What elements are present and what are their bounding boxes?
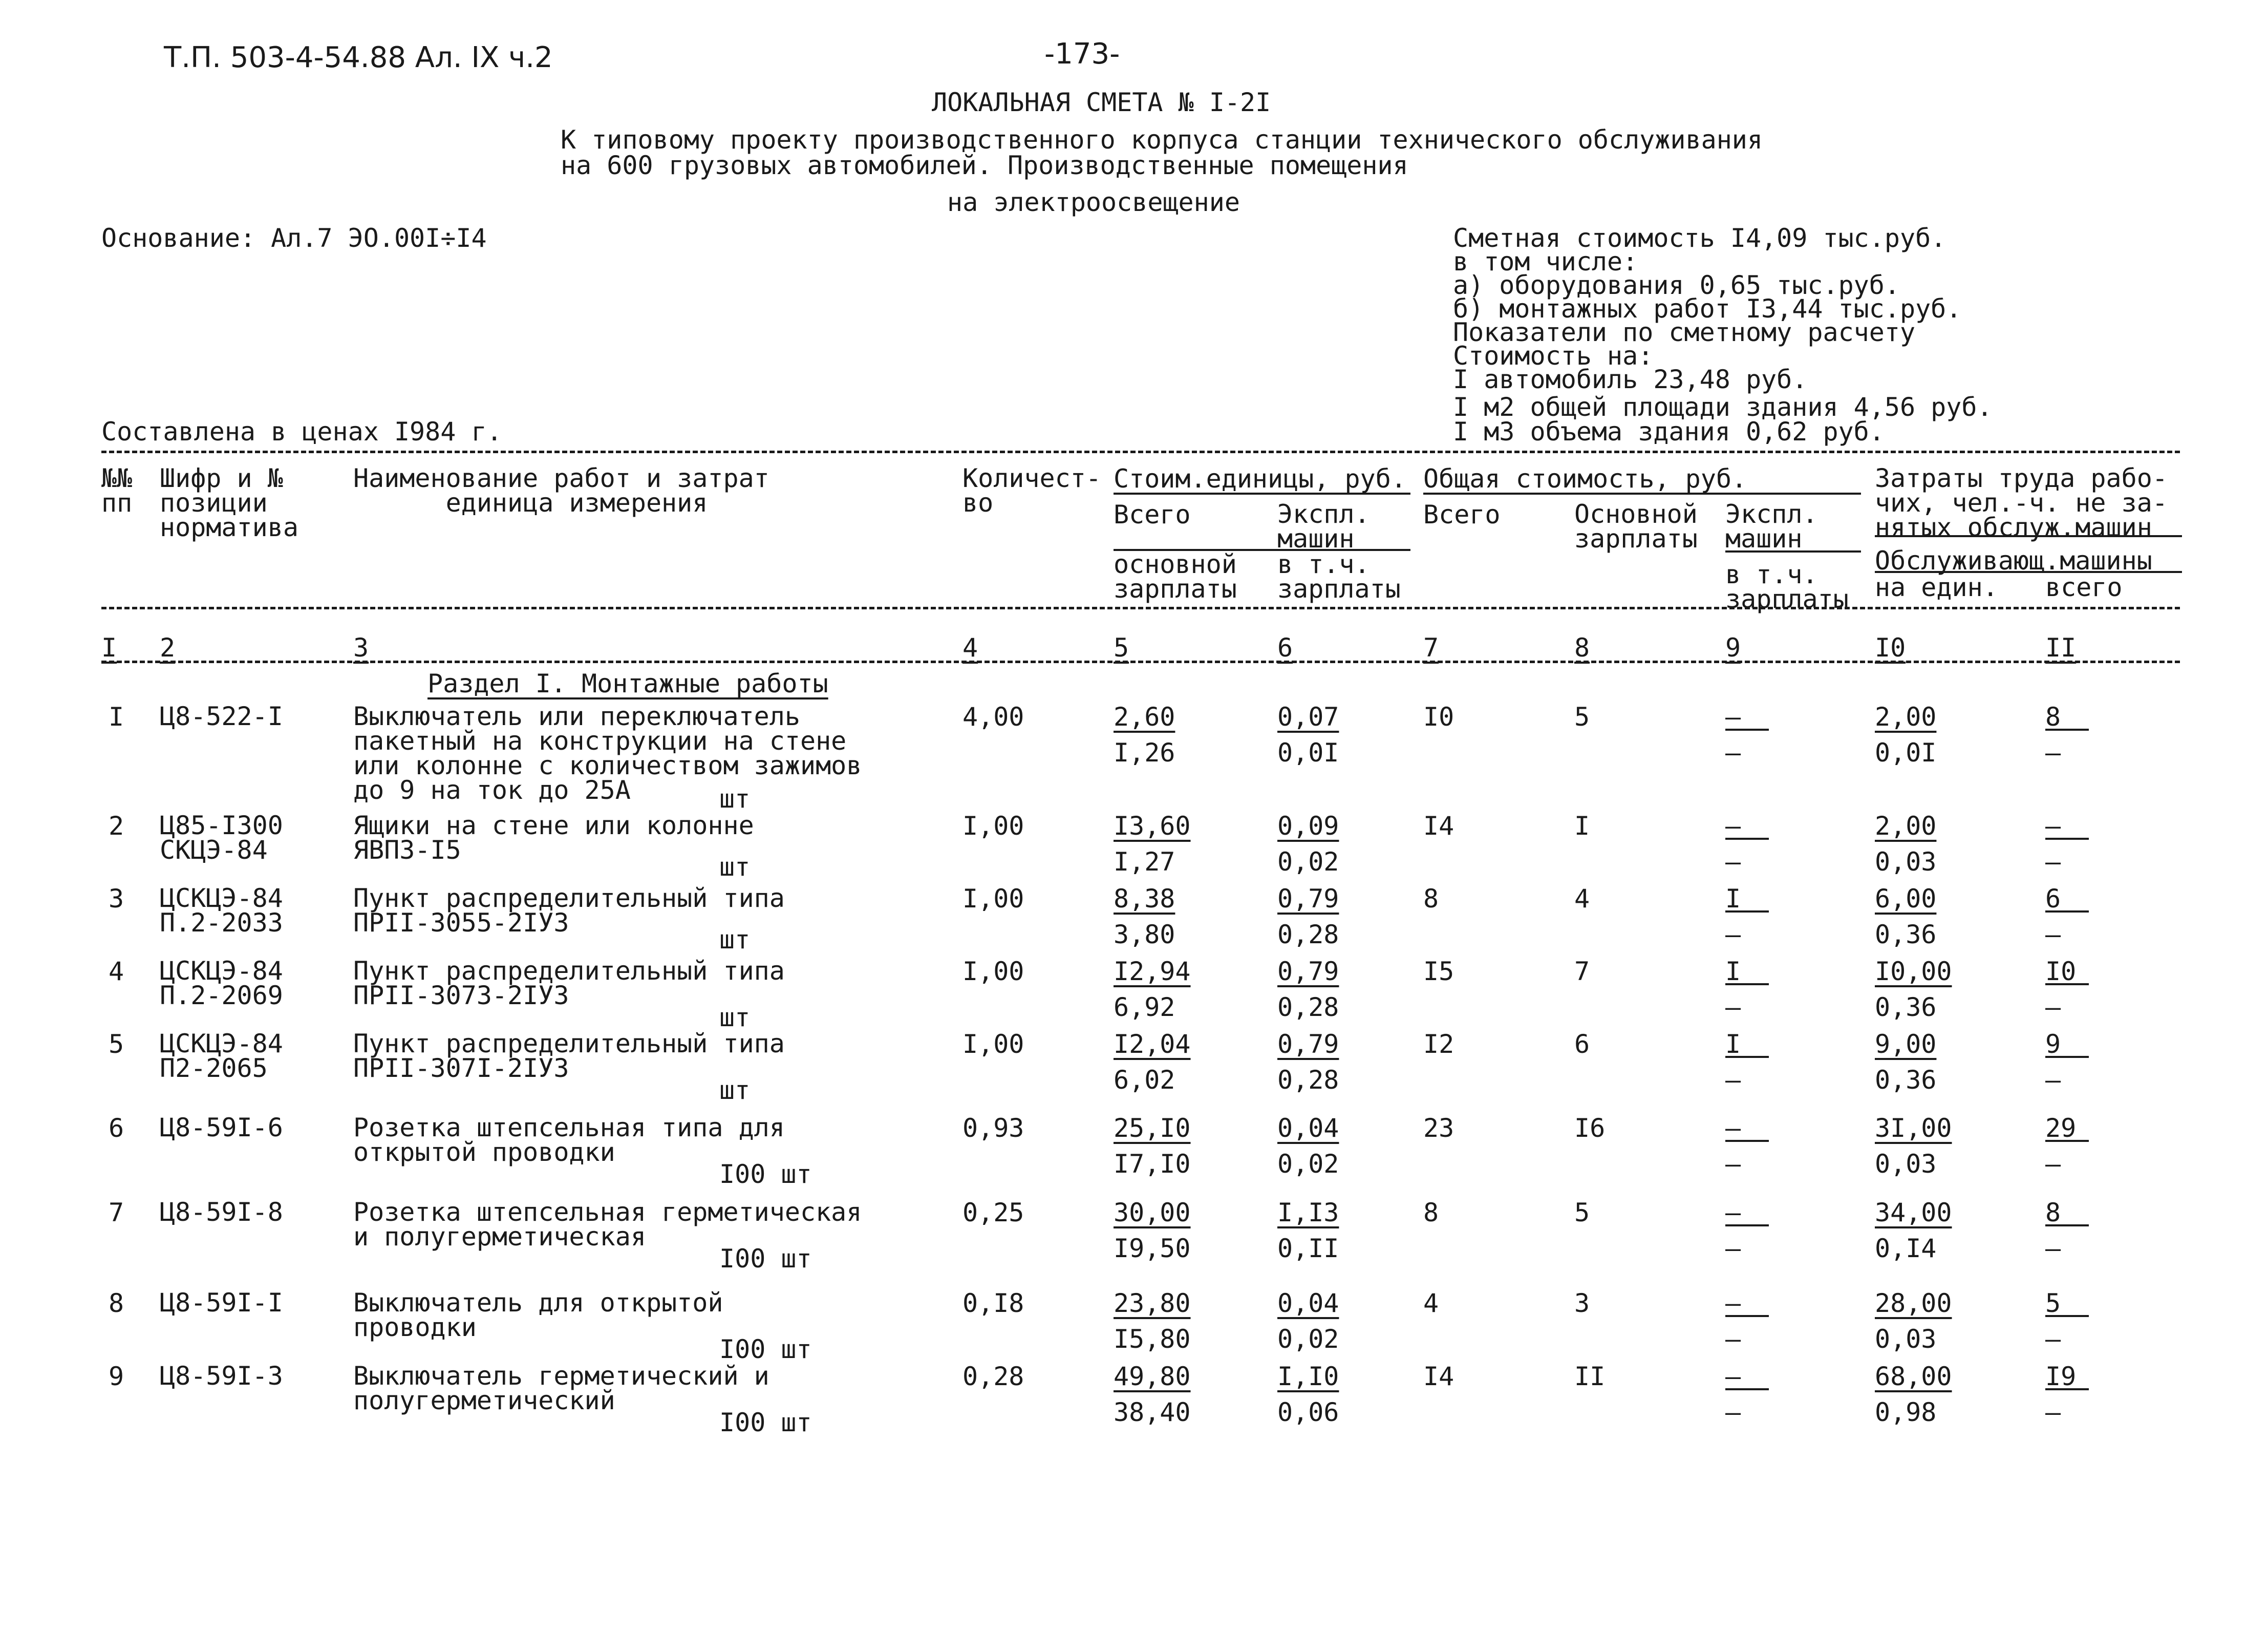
row-unit-cost-total: I3,60 bbox=[1114, 811, 1191, 841]
col-number: 8 bbox=[1574, 633, 1590, 663]
row-quantity: I,00 bbox=[962, 884, 1024, 914]
row-total-wages: 4 bbox=[1574, 884, 1590, 914]
col-header-7: Всего bbox=[1423, 500, 1501, 529]
row-total-cost: 4 bbox=[1423, 1288, 1439, 1318]
row-total-machines-underline bbox=[1725, 983, 1769, 985]
row-labor-per-unit: 68,00 bbox=[1875, 1362, 1952, 1391]
col-header-unit-cost: Стоим.единицы, руб. bbox=[1114, 464, 1406, 494]
row-service-per-unit: 0,03 bbox=[1875, 847, 1937, 877]
row-code: ЦСКЦЭ-84 П.2-2033 bbox=[160, 883, 283, 938]
row-labor-total-underline bbox=[2045, 1140, 2089, 1142]
row-labor-total: 9 bbox=[2045, 1029, 2061, 1059]
col-header-6-top: Экспл. машин bbox=[1277, 499, 1370, 554]
row-unit-cost-total: 8,38 bbox=[1114, 884, 1175, 914]
row-service-per-unit: 0,36 bbox=[1875, 992, 1937, 1022]
summary-line: в том числе: bbox=[1453, 247, 1638, 277]
row-service-per-unit: 0,36 bbox=[1875, 1065, 1937, 1095]
row-total-wages: I bbox=[1574, 811, 1590, 841]
row-total-cost: I4 bbox=[1423, 1362, 1454, 1391]
row-total-cost: I0 bbox=[1423, 702, 1454, 732]
col-9-mid-line bbox=[1725, 550, 1861, 553]
row-code: Ц8-59I-8 bbox=[160, 1197, 283, 1227]
row-total-machines: I bbox=[1725, 1029, 1741, 1059]
row-unit-machines: 0,09 bbox=[1277, 811, 1339, 841]
document-title: ЛОКАЛЬНАЯ СМЕТА № I-2I bbox=[932, 88, 1271, 117]
row-unit-cost-wages: 3,80 bbox=[1114, 920, 1175, 949]
row-labor-per-unit: 34,00 bbox=[1875, 1198, 1952, 1227]
col-number: 5 bbox=[1114, 633, 1129, 663]
subtitle-line-1: К типовому проекту производственного корпуса станции технического обслуживания bbox=[561, 125, 1763, 155]
summary-line: I м2 общей площади здания 4,56 руб. bbox=[1453, 392, 1993, 422]
row-name: Пункт распределительный типа ПРII-307I-2IУ3 bbox=[353, 1029, 785, 1083]
row-service-per-unit: 0,03 bbox=[1875, 1324, 1937, 1354]
col-number: 3 bbox=[353, 633, 369, 663]
row-code: ЦСКЦЭ-84 П.2-2069 bbox=[160, 956, 283, 1010]
row-unit-machines: 0,07 bbox=[1277, 702, 1339, 732]
row-total-machines-wages: – bbox=[1725, 1065, 1741, 1095]
row-unit-cost-total: I2,04 bbox=[1114, 1029, 1191, 1059]
subtitle-line-2: на 600 грузовых автомобилей. Производственные помещения bbox=[561, 151, 1408, 180]
row-quantity: 0,93 bbox=[962, 1113, 1024, 1143]
row-unit: шт bbox=[719, 1075, 751, 1105]
row-unit: шт bbox=[719, 1003, 751, 1032]
row-total-machines-wages: – bbox=[1725, 847, 1741, 877]
row-service-total: – bbox=[2045, 1149, 2061, 1179]
row-quantity: 4,00 bbox=[962, 702, 1024, 732]
row-labor-total: I9 bbox=[2045, 1362, 2077, 1391]
col-number: 2 bbox=[160, 633, 176, 663]
row-name: Розетка штепсельная типа для открытой проводки bbox=[353, 1113, 785, 1167]
row-unit-machines: 0,04 bbox=[1277, 1113, 1339, 1143]
row-unit: шт bbox=[719, 784, 751, 814]
row-unit-cost-total: 23,80 bbox=[1114, 1288, 1191, 1318]
row-unit: I00 шт bbox=[719, 1408, 812, 1437]
row-service-total: – bbox=[2045, 1065, 2061, 1095]
summary-line: Стоимость на: bbox=[1453, 341, 1654, 371]
row-total-machines-wages: – bbox=[1725, 920, 1741, 949]
document-stamp: Т.П. 503-4-54.88 Ал. IX ч.2 bbox=[164, 41, 553, 74]
row-code: Ц8-522-I bbox=[160, 702, 283, 731]
row-total-cost: 8 bbox=[1423, 884, 1439, 914]
row-quantity: I,00 bbox=[962, 1029, 1024, 1059]
row-labor-total-underline bbox=[2045, 1224, 2089, 1226]
row-name: Розетка штепсельная герметическая и полугерметическая bbox=[353, 1197, 862, 1252]
row-total-wages: 7 bbox=[1574, 957, 1590, 986]
row-total-machines-underline bbox=[1725, 1388, 1769, 1390]
col-number: II bbox=[2045, 633, 2077, 663]
row-unit: шт bbox=[719, 852, 751, 882]
row-unit: I00 шт bbox=[719, 1159, 812, 1189]
row-unit-cost-total: 2,60 bbox=[1114, 702, 1175, 732]
col-header-name: Наименование работ и затрат единица измерения bbox=[353, 463, 769, 518]
row-total-machines: – bbox=[1725, 1198, 1741, 1227]
col-header-5-top: Всего bbox=[1114, 500, 1191, 529]
row-total-cost: 8 bbox=[1423, 1198, 1439, 1227]
row-unit-machines-wages: 0,02 bbox=[1277, 847, 1339, 877]
labor-underline bbox=[1875, 535, 2182, 537]
row-number: 4 bbox=[109, 957, 124, 986]
row-labor-per-unit: 2,00 bbox=[1875, 811, 1937, 841]
summary-line: б) монтажных работ I3,44 тыс.руб. bbox=[1453, 294, 1962, 324]
row-labor-per-unit: 6,00 bbox=[1875, 884, 1937, 914]
row-labor-total-underline bbox=[2045, 838, 2089, 840]
row-labor-total: 29 bbox=[2045, 1113, 2077, 1143]
row-unit-machines: 0,79 bbox=[1277, 1029, 1339, 1059]
col-number: I bbox=[101, 633, 117, 663]
row-name: Выключатель или переключатель пакетный на конструкции на стене или колонне с количеством зажимов до 9 на ток до 25А bbox=[353, 702, 862, 805]
row-total-machines: I bbox=[1725, 884, 1741, 914]
row-unit: I00 шт bbox=[719, 1334, 812, 1364]
row-total-machines: – bbox=[1725, 1113, 1741, 1143]
row-unit-machines-wages: 0,28 bbox=[1277, 920, 1339, 949]
row-total-machines: – bbox=[1725, 811, 1741, 841]
col-header-total-cost: Общая стоимость, руб. bbox=[1423, 464, 1747, 494]
row-quantity: I,00 bbox=[962, 957, 1024, 986]
row-total-machines-wages: – bbox=[1725, 1397, 1741, 1427]
row-total-machines-wages: – bbox=[1725, 1324, 1741, 1354]
col-header-11: всего bbox=[2045, 572, 2123, 602]
row-service-total: – bbox=[2045, 1324, 2061, 1354]
unit-cost-underline bbox=[1114, 493, 1410, 495]
basis-text: Основание: Ал.7 ЭО.00I÷I4 bbox=[101, 223, 487, 253]
row-labor-total: 5 bbox=[2045, 1288, 2061, 1318]
col-header-number: №№ пп bbox=[101, 463, 133, 518]
row-labor-total: I0 bbox=[2045, 957, 2077, 986]
row-unit-cost-total: 25,I0 bbox=[1114, 1113, 1191, 1143]
row-unit-machines-wages: 0,28 bbox=[1277, 1065, 1339, 1095]
row-unit: шт bbox=[719, 925, 751, 955]
row-total-wages: 6 bbox=[1574, 1029, 1590, 1059]
row-labor-per-unit: 9,00 bbox=[1875, 1029, 1937, 1059]
row-unit-cost-wages: 6,92 bbox=[1114, 992, 1175, 1022]
row-code: Ц8-59I-I bbox=[160, 1288, 283, 1318]
summary-line: а) оборудования 0,65 тыс.руб. bbox=[1453, 270, 1900, 300]
row-quantity: 0,I8 bbox=[962, 1288, 1024, 1318]
row-total-machines-underline bbox=[1725, 910, 1769, 913]
row-total-wages: I6 bbox=[1574, 1113, 1606, 1143]
row-service-total: – bbox=[2045, 847, 2061, 877]
col-number: 7 bbox=[1423, 633, 1439, 663]
row-total-wages: 5 bbox=[1574, 1198, 1590, 1227]
summary-line: I автомобиль 23,48 руб. bbox=[1453, 365, 1808, 394]
row-quantity: 0,25 bbox=[962, 1198, 1024, 1227]
row-unit-cost-wages: I9,50 bbox=[1114, 1234, 1191, 1263]
row-total-machines-underline bbox=[1725, 729, 1769, 731]
row-total-machines-wages: – bbox=[1725, 1149, 1741, 1179]
row-number: 9 bbox=[109, 1362, 124, 1391]
col-header-5-bottom: основной зарплаты bbox=[1114, 549, 1237, 604]
row-unit-machines-wages: 0,06 bbox=[1277, 1397, 1339, 1427]
row-code: Ц85-I300 СКЦЭ-84 bbox=[160, 811, 283, 865]
row-unit-machines-wages: 0,02 bbox=[1277, 1149, 1339, 1179]
row-unit-cost-wages: I5,80 bbox=[1114, 1324, 1191, 1354]
row-number: 7 bbox=[109, 1198, 124, 1227]
row-labor-total-underline bbox=[2045, 910, 2089, 913]
row-name: Выключатель для открытой проводки bbox=[353, 1288, 723, 1342]
prices-text: Составлена в ценах I984 г. bbox=[101, 417, 502, 447]
row-labor-per-unit: 28,00 bbox=[1875, 1288, 1952, 1318]
row-name: Пункт распределительный типа ПРII-3055-2IУ3 bbox=[353, 883, 785, 938]
col-header-9-top: Экспл. машин bbox=[1725, 499, 1818, 554]
page-number: -173- bbox=[1044, 37, 1120, 71]
row-name: Пункт распределительный типа ПРII-3073-2IУ3 bbox=[353, 956, 785, 1010]
row-total-machines: – bbox=[1725, 702, 1741, 732]
row-quantity: 0,28 bbox=[962, 1362, 1024, 1391]
row-service-per-unit: 0,98 bbox=[1875, 1397, 1937, 1427]
row-labor-total-underline bbox=[2045, 983, 2089, 985]
row-total-wages: 3 bbox=[1574, 1288, 1590, 1318]
row-unit-machines-wages: 0,02 bbox=[1277, 1324, 1339, 1354]
col-header-10: на един. bbox=[1875, 572, 1998, 602]
row-service-per-unit: 0,0I bbox=[1875, 738, 1937, 768]
row-total-cost: I4 bbox=[1423, 811, 1454, 841]
row-total-cost: I5 bbox=[1423, 957, 1454, 986]
row-total-machines-underline bbox=[1725, 838, 1769, 840]
row-unit-cost-total: 49,80 bbox=[1114, 1362, 1191, 1391]
row-unit-cost-total: I2,94 bbox=[1114, 957, 1191, 986]
col-header-quantity: Количест- во bbox=[962, 463, 1101, 518]
row-labor-total: 8 bbox=[2045, 1198, 2061, 1227]
row-total-cost: I2 bbox=[1423, 1029, 1454, 1059]
row-unit-machines-wages: 0,II bbox=[1277, 1234, 1339, 1263]
row-total-machines-underline bbox=[1725, 1056, 1769, 1058]
row-unit-cost-wages: 6,02 bbox=[1114, 1065, 1175, 1095]
row-labor-total-underline bbox=[2045, 1056, 2089, 1058]
row-number: 2 bbox=[109, 811, 124, 841]
row-number: 6 bbox=[109, 1113, 124, 1143]
col-number: I0 bbox=[1875, 633, 1906, 663]
col-header-labor: Затраты труда рабо- чих, чел.-ч. не за- нятых обслуж.машин bbox=[1875, 463, 2168, 542]
col-number: 6 bbox=[1277, 633, 1293, 663]
row-name: Выключатель герметический и полугерметический bbox=[353, 1361, 769, 1415]
row-total-machines: – bbox=[1725, 1288, 1741, 1318]
row-total-machines-underline bbox=[1725, 1315, 1769, 1317]
row-unit-machines-wages: 0,0I bbox=[1277, 738, 1339, 768]
row-name: Ящики на стене или колонне ЯВПЗ-I5 bbox=[353, 811, 754, 865]
row-unit-machines: I,I3 bbox=[1277, 1198, 1339, 1227]
row-unit-cost-wages: I,26 bbox=[1114, 738, 1175, 768]
row-quantity: I,00 bbox=[962, 811, 1024, 841]
row-number: 3 bbox=[109, 884, 124, 914]
row-code: Ц8-59I-3 bbox=[160, 1361, 283, 1391]
row-labor-per-unit: 2,00 bbox=[1875, 702, 1937, 732]
row-unit-cost-wages: 38,40 bbox=[1114, 1397, 1191, 1427]
col-number: 4 bbox=[962, 633, 978, 663]
row-total-machines-wages: – bbox=[1725, 992, 1741, 1022]
row-unit: I00 шт bbox=[719, 1244, 812, 1274]
row-service-total: – bbox=[2045, 738, 2061, 768]
row-total-machines-underline bbox=[1725, 1140, 1769, 1142]
col-header-service-machines: Обслуживающ.машины bbox=[1875, 546, 2152, 576]
row-unit-machines: 0,04 bbox=[1277, 1288, 1339, 1318]
row-labor-per-unit: 3I,00 bbox=[1875, 1113, 1952, 1143]
row-total-wages: II bbox=[1574, 1362, 1606, 1391]
row-unit-machines: 0,79 bbox=[1277, 884, 1339, 914]
table-top-divider bbox=[101, 451, 2180, 453]
row-labor-total-underline bbox=[2045, 1388, 2089, 1390]
row-code: ЦСКЦЭ-84 П2-2065 bbox=[160, 1029, 283, 1083]
row-labor-total: 6 bbox=[2045, 884, 2061, 914]
row-labor-total-underline bbox=[2045, 1315, 2089, 1317]
row-total-machines-underline bbox=[1725, 1224, 1769, 1226]
row-unit-cost-wages: I,27 bbox=[1114, 847, 1175, 877]
column-numbers-divider bbox=[101, 661, 2180, 663]
row-service-total: – bbox=[2045, 1397, 2061, 1427]
row-service-per-unit: 0,03 bbox=[1875, 1149, 1937, 1179]
row-unit-machines: 0,79 bbox=[1277, 957, 1339, 986]
row-unit-cost-total: 30,00 bbox=[1114, 1198, 1191, 1227]
col-header-6-bottom: в т.ч. зарплаты bbox=[1277, 549, 1401, 604]
table-header-divider bbox=[101, 607, 2180, 609]
summary-line: Сметная стоимость I4,09 тыс.руб. bbox=[1453, 223, 1946, 253]
section-title: Раздел I. Монтажные работы bbox=[427, 669, 828, 698]
col-number: 9 bbox=[1725, 633, 1741, 663]
subtitle-line-3: на электроосвещение bbox=[947, 187, 1240, 217]
row-code: Ц8-59I-6 bbox=[160, 1113, 283, 1142]
col-header-8: Основной зарплаты bbox=[1574, 499, 1698, 554]
row-total-machines-wages: – bbox=[1725, 738, 1741, 768]
row-service-total: – bbox=[2045, 920, 2061, 949]
row-service-per-unit: 0,I4 bbox=[1875, 1234, 1937, 1263]
row-total-machines-wages: – bbox=[1725, 1234, 1741, 1263]
row-total-cost: 23 bbox=[1423, 1113, 1454, 1143]
row-total-machines: I bbox=[1725, 957, 1741, 986]
row-service-per-unit: 0,36 bbox=[1875, 920, 1937, 949]
summary-line: Показатели по сметному расчету bbox=[1453, 317, 1916, 347]
row-labor-total: – bbox=[2045, 811, 2061, 841]
row-labor-total: 8 bbox=[2045, 702, 2061, 732]
row-total-machines: – bbox=[1725, 1362, 1741, 1391]
row-service-total: – bbox=[2045, 1234, 2061, 1263]
row-unit-cost-wages: I7,I0 bbox=[1114, 1149, 1191, 1179]
row-number: 8 bbox=[109, 1288, 124, 1318]
col-header-code: Шифр и № позиции норматива bbox=[160, 463, 298, 542]
col-header-9-bottom: в т.ч. зарплаты bbox=[1725, 560, 1849, 614]
row-service-total: – bbox=[2045, 992, 2061, 1022]
total-cost-underline bbox=[1423, 493, 1861, 495]
row-total-wages: 5 bbox=[1574, 702, 1590, 732]
row-number: 5 bbox=[109, 1029, 124, 1059]
row-labor-total-underline bbox=[2045, 729, 2089, 731]
summary-line: I м3 объема здания 0,62 руб. bbox=[1453, 417, 1885, 447]
row-unit-machines-wages: 0,28 bbox=[1277, 992, 1339, 1022]
row-number: I bbox=[109, 702, 124, 732]
row-labor-per-unit: I0,00 bbox=[1875, 957, 1952, 986]
row-unit-machines: I,I0 bbox=[1277, 1362, 1339, 1391]
